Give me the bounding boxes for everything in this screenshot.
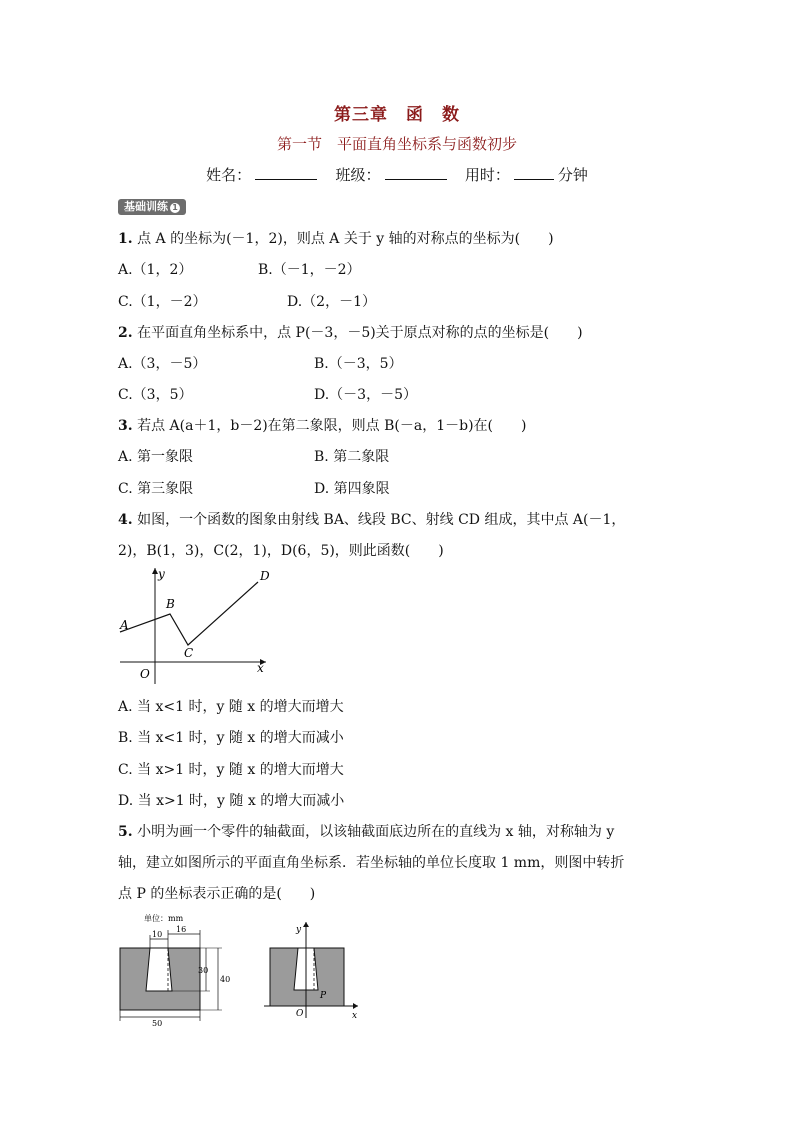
- time-label: 用时：: [464, 166, 510, 184]
- q5-dim-10: 10: [152, 930, 163, 939]
- q5-stem-line1: [118, 821, 614, 841]
- q4-text-line2: 2)，B(1，3)，C(2，1)，D(6，5)，则此函数( ): [118, 543, 444, 559]
- q3-stem: [118, 415, 527, 435]
- q5-text-line3: 点 P 的坐标表示正确的是( ): [118, 886, 316, 902]
- section-title: 第一节 平面直角坐标系与函数初步: [276, 135, 517, 153]
- q4-function-graph: [118, 562, 278, 687]
- q2-stem: [118, 322, 583, 342]
- q5-unit-label: 单位：mm: [144, 914, 184, 923]
- time-blank[interactable]: [514, 165, 554, 180]
- q4-point-c-label: C: [184, 646, 194, 660]
- q5-coord-p-label: P: [320, 991, 327, 1001]
- q1-option-b[interactable]: B.（－1，－2）: [258, 262, 361, 278]
- class-blank[interactable]: [385, 165, 447, 180]
- q3-option-d[interactable]: D. 第四象限: [314, 481, 390, 497]
- student-info-line: [0, 164, 794, 185]
- q4-origin-label: O: [140, 667, 150, 681]
- q1-text: 点 A 的坐标为(－1，2)，则点 A 关于 y 轴的对称点的坐标为( ): [137, 231, 554, 247]
- q5-coord-origin-label: O: [296, 1009, 304, 1019]
- q5-text-line2: 轴，建立如图所示的平面直角坐标系．若坐标轴的单位长度取 1 mm，则图中转折: [118, 855, 625, 871]
- q4-point-d-label: D: [260, 569, 270, 583]
- q3-option-b[interactable]: B. 第二象限: [314, 449, 390, 465]
- q5-dim-30: 30: [198, 966, 209, 975]
- q4-number: 4.: [118, 512, 133, 528]
- q4-point-b-label: B: [166, 597, 175, 611]
- section-badge: [118, 199, 186, 215]
- q2-option-b[interactable]: B.（－3，5）: [314, 356, 403, 372]
- chapter-title: 第三章 函 数: [334, 105, 460, 125]
- q3-option-c[interactable]: C. 第三象限: [118, 481, 194, 497]
- q5-dim-50: 50: [152, 1019, 163, 1026]
- q5-coord-y-label: y: [296, 925, 302, 935]
- q4-option-d[interactable]: D. 当 x>1 时，y 随 x 的增大而减小: [118, 793, 345, 809]
- q2-text: 在平面直角坐标系中，点 P(－3，－5)关于原点对称的点的坐标是( ): [137, 325, 583, 341]
- q3-number: 3.: [118, 418, 133, 434]
- badge-number: 1: [170, 203, 180, 213]
- minutes-label: 分钟: [557, 166, 588, 184]
- badge-label: 基础训练: [124, 200, 168, 213]
- q5-dim-16: 16: [176, 925, 187, 934]
- name-label: 姓名：: [206, 166, 252, 184]
- q2-option-a[interactable]: A.（3，－5）: [118, 356, 207, 372]
- name-blank[interactable]: [255, 165, 317, 180]
- q4-x-label: x: [257, 661, 264, 675]
- q1-option-a[interactable]: A.（1，2）: [118, 262, 193, 278]
- q4-graph-line: [120, 582, 258, 645]
- q4-option-b[interactable]: B. 当 x<1 时，y 随 x 的增大而减小: [118, 730, 344, 746]
- q3-option-a[interactable]: A. 第一象限: [118, 449, 194, 465]
- q5-number: 5.: [118, 824, 133, 840]
- q1-option-d[interactable]: D.（2，－1）: [287, 294, 376, 310]
- q1-stem: [118, 228, 554, 248]
- q5-coordinate-figure: [262, 918, 366, 1022]
- q2-number: 2.: [118, 325, 133, 341]
- class-label: 班级：: [335, 166, 381, 184]
- q4-stem-line1: [118, 509, 625, 529]
- q4-y-label: y: [158, 567, 165, 581]
- q4-point-a-label: A: [120, 618, 129, 632]
- q5-cross-section-figure: [112, 910, 240, 1026]
- q4-option-c[interactable]: C. 当 x>1 时，y 随 x 的增大而增大: [118, 762, 344, 778]
- q5-text-line1: 小明为画一个零件的轴截面，以该轴截面底边所在的直线为 x 轴，对称轴为 y: [137, 824, 615, 840]
- q1-number: 1.: [118, 231, 133, 247]
- q2-option-d[interactable]: D.（－3，－5）: [314, 387, 417, 403]
- q3-text: 若点 A(a＋1，b－2)在第二象限，则点 B(－a，1－b)在( ): [137, 418, 527, 434]
- q5-dim-40: 40: [220, 975, 231, 984]
- q4-option-a[interactable]: A. 当 x<1 时，y 随 x 的增大而增大: [118, 699, 344, 715]
- q1-option-c[interactable]: C.（1，－2）: [118, 294, 207, 310]
- q4-text-line1: 如图，一个函数的图象由射线 BA、线段 BC、射线 CD 组成，其中点 A(－1，: [137, 512, 626, 528]
- q5-coord-x-label: x: [352, 1011, 358, 1021]
- q2-option-c[interactable]: C.（3，5）: [118, 387, 193, 403]
